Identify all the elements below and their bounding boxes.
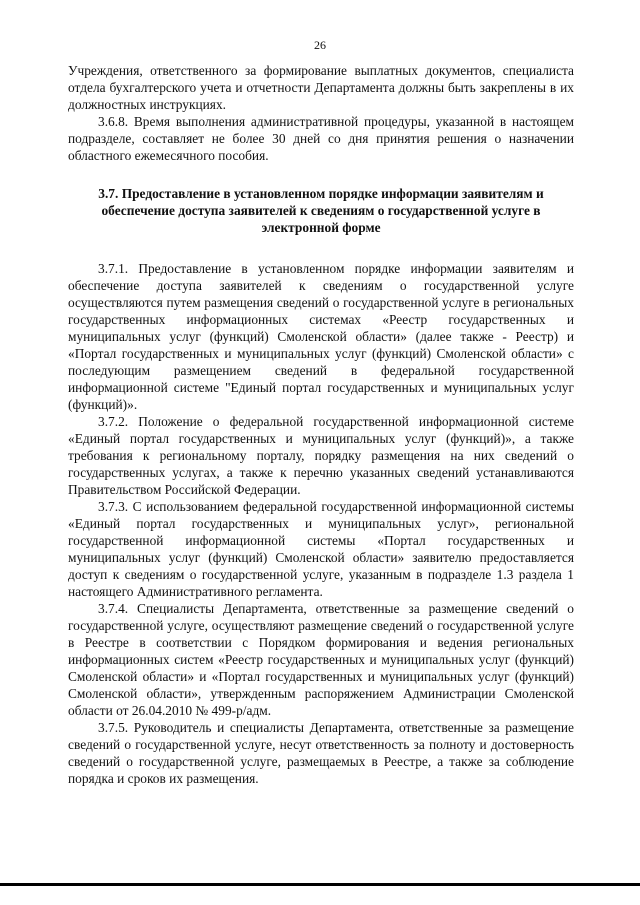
page-number: 26 xyxy=(314,38,326,52)
paragraph-continuation: Учреждения, ответственного за формирование выплатных документов, специалиста отдела бухгалтерского учета и отчетности Департамента должны быть закреплены в их должностных инструкциях. xyxy=(68,63,574,112)
paragraph-3-7-4: 3.7.4. Специалисты Департамента, ответственные за размещение сведений о государственной услуге, осуществляют размещение сведений о государственной услуге в Реестре в соответствии с Порядком формирования и ведения региональных информационных систем «Реестр государственных и муниципальных услуг (функций) Смоленской области» и «Портал государственных и муниципальных услуг (функций) Смоленской области», утвержденным распоряжением Администрации Смоленской области от 26.04.2010 № 499-р/адм. xyxy=(68,601,574,718)
section-heading-3-7: 3.7. Предоставление в установленном порядке информации заявителям и обеспечение доступа заявителей к сведениям о государственной услуге в электронной форме xyxy=(98,186,544,235)
paragraph-3-7-2: 3.7.2. Положение о федеральной государственной информационной системе «Единый портал государственных и муниципальных услуг (функций)», а также требования к региональному порталу, порядку размещения на них сведений о государственных услугах, а также к перечню указанных сведений устанавливаются Правительством Российской Федерации. xyxy=(68,414,574,497)
bottom-rule xyxy=(0,883,640,886)
paragraph-3-7-3: 3.7.3. С использованием федеральной государственной информационной системы «Единый портал государственных и муниципальных услуг», региональной государственной информационной системы «Портал государственных и муниципальных услуг (функций) Смоленской области» заявителю предоставляется доступ к сведениям о государственной услуге, указанным в подразделе 1.3 раздела 1 настоящего Административного регламента. xyxy=(68,499,574,599)
paragraph-3-6-8: 3.6.8. Время выполнения административной процедуры, указанной в настоящем подразделе, составляет не более 30 дней со дня принятия решения о назначении областного ежемесячного пособия. xyxy=(68,114,574,163)
paragraph-3-7-1: 3.7.1. Предоставление в установленном порядке информации заявителям и обеспечение доступа заявителей к сведениям о государственной услуге осуществляются путем размещения сведений о государственной услуге в региональных государственных информационных системах «Реестр государственных и муниципальных услуг (функций) Смоленской области» (далее также - Реестр) и «Портал государственных и муниципальных услуг (функций) Смоленской области» с последующим размещением сведений в федеральной государственной информационной системе "Единый портал государственных и муниципальных услуг (функций)». xyxy=(68,261,574,412)
paragraph-3-7-5: 3.7.5. Руководитель и специалисты Департамента, ответственные за размещение сведений о государственной услуге, несут ответственность за полноту и достоверность сведений о государственной услуге, размещаемых в Реестре, а также за соблюдение порядка и сроков их размещения. xyxy=(68,720,574,786)
document-body xyxy=(68,62,574,787)
